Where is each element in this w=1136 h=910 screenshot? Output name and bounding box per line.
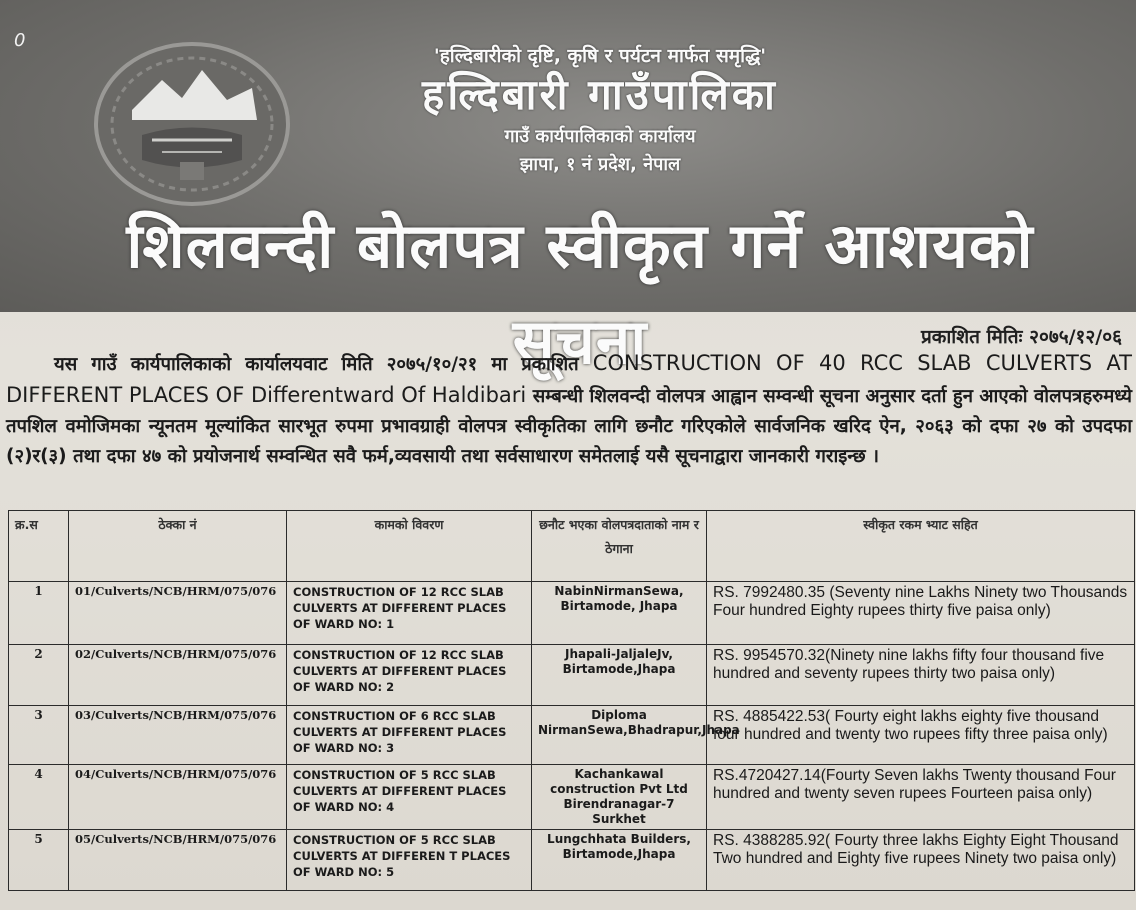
table-row xyxy=(9,765,1135,830)
row-contract: 04/Culverts/NCB/HRM/075/076 xyxy=(69,765,287,830)
header-sn: क्र.स xyxy=(9,511,69,582)
row-bidder: Kachankawal construction Pvt Ltd Birendranagar-7 Surkhet xyxy=(532,765,707,830)
table-row xyxy=(9,582,1135,645)
row-contract: 05/Culverts/NCB/HRM/075/076 xyxy=(69,830,287,891)
office-name: गाउँ कार्यपालिकाको कार्यालय xyxy=(504,126,696,147)
row-amount: RS.4720427.14(Fourty Seven lakhs Twenty thousand Four hundred and twenty seven rupees Fourteen paisa only) xyxy=(707,765,1135,830)
table-header-row xyxy=(9,511,1135,582)
header-description: कामको विवरण xyxy=(287,511,532,582)
row-amount: RS. 9954570.32(Ninety nine lakhs fifty four thousand five hundred and seventy rupees thirty two paisa only) xyxy=(707,645,1135,706)
notice-title: शिलवन्दी बोलपत्र स्वीकृत गर्ने आशयको सूचना xyxy=(126,209,1034,378)
published-date: प्रकाशित मितिः २०७५/१२/०६ xyxy=(920,326,1122,348)
row-amount: RS. 7992480.35 (Seventy nine Lakhs Ninety two Thousands Four hundred Eighty rupees thirty five paisa only) xyxy=(707,582,1135,645)
row-sn: 4 xyxy=(9,765,69,830)
header-amount: स्वीकृत रकम भ्याट सहित xyxy=(707,511,1135,582)
row-description: CONSTRUCTION OF 12 RCC SLAB CULVERTS AT DIFFERENT PLACES OF WARD NO: 2 xyxy=(287,645,532,706)
table-row xyxy=(9,706,1135,765)
body-text-part1: यस गाउँ कार्यपालिकाको कार्यालयवाट मिति २०७५/१०/२१ मा प्रकाशित xyxy=(54,354,593,375)
slogan: 'हल्दिबारीको दृष्टि, कृषि र पर्यटन मार्फत समृद्धि' xyxy=(433,45,767,67)
header-contract: ठेक्का नं xyxy=(69,511,287,582)
municipality-emblem-icon xyxy=(92,40,292,208)
row-sn: 2 xyxy=(9,645,69,706)
row-contract: 03/Culverts/NCB/HRM/075/076 xyxy=(69,706,287,765)
row-description: CONSTRUCTION OF 6 RCC SLAB CULVERTS AT DIFFERENT PLACES OF WARD NO: 3 xyxy=(287,706,532,765)
notice-body xyxy=(6,348,1132,472)
page-marker: 0 xyxy=(14,30,26,51)
body-project-title: CONSTRUCTION OF 40 RCC SLAB CULVERTS AT DIFFERENT PLACES OF Differentward Of Haldibari xyxy=(6,351,1132,407)
table-row xyxy=(9,830,1135,891)
row-amount: RS. 4388285.92( Fourty three lakhs Eighty Eight Thousand Two hundred and Eighty five rupees Ninety two paisa only) xyxy=(707,830,1135,891)
org-name: हल्दिबारी गाउँपालिका xyxy=(422,70,778,119)
row-sn: 3 xyxy=(9,706,69,765)
row-amount: RS. 4885422.53( Fourty eight lakhs eighty five thousand four hundred and twenty two rupees fifty three paisa only) xyxy=(707,706,1135,765)
row-description: CONSTRUCTION OF 12 RCC SLAB CULVERTS AT DIFFERENT PLACES OF WARD NO: 1 xyxy=(287,582,532,645)
office-address: झापा, १ नं प्रदेश, नेपाल xyxy=(519,154,681,175)
tender-table xyxy=(8,510,1135,891)
row-bidder: Lungchhata Builders, Birtamode,Jhapa xyxy=(532,830,707,891)
table-row xyxy=(9,645,1135,706)
row-bidder: Jhapali-JaljaleJv, Birtamode,Jhapa xyxy=(532,645,707,706)
row-description: CONSTRUCTION OF 5 RCC SLAB CULVERTS AT DIFFERENT PLACES OF WARD NO: 4 xyxy=(287,765,532,830)
row-bidder: Diploma NirmanSewa,Bhadrapur,Jhapa xyxy=(532,706,707,765)
header-bidder: छनौट भएका वोलपत्रदाताको नाम र ठेगाना xyxy=(532,511,707,582)
row-description: CONSTRUCTION OF 5 RCC SLAB CULVERTS AT DIFFEREN T PLACES OF WARD NO: 5 xyxy=(287,830,532,891)
row-contract: 01/Culverts/NCB/HRM/075/076 xyxy=(69,582,287,645)
header-text xyxy=(300,38,900,176)
row-sn: 1 xyxy=(9,582,69,645)
row-bidder: NabinNirmanSewa, Birtamode, Jhapa xyxy=(532,582,707,645)
row-sn: 5 xyxy=(9,830,69,891)
body-text-part3: सम्बन्धी शिलवन्दी वोलपत्र आह्वान सम्वन्धी सूचना अनुसार दर्ता हुन आएको वोलपत्रहरुमध्ये तपशिल वमोजिमका न्यूनतम मूल्यांकित सारभूत रुपमा प्रभावग्राही वोलपत्र स्वीकृतिका लागि छनौट गरिएकोले सार्वजनिक खरिद ऐन, २०६३ को दफा २७ को उपदफा (२)र(३) तथा दफा ४७ को प्रयोजनार्थ सम्वन्धित सवै फर्म,व्यवसायी तथा सर्वसाधारण समेतलाई यसै सूचनाद्वारा जानकारी गराइन्छ । xyxy=(6,386,1132,467)
row-contract: 02/Culverts/NCB/HRM/075/076 xyxy=(69,645,287,706)
